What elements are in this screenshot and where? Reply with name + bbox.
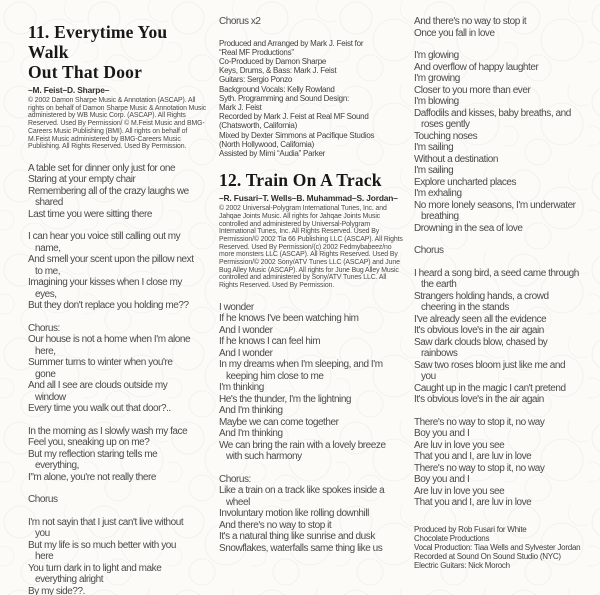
lyric-line: And I wonder <box>219 347 273 359</box>
lyric-line: I wonder <box>219 301 254 313</box>
credit-line: Co-Produced by Damon Sharpe <box>219 56 327 66</box>
section-label: Chorus x2 <box>219 16 261 27</box>
lyric-line: rainbows <box>414 348 458 359</box>
lyric-line: eyes, <box>28 288 57 300</box>
lyric-line: Boy you and I <box>414 428 470 439</box>
lyric-line: I'm blowing <box>414 96 459 107</box>
lyric-line: He's the thunder, I'm the lightning <box>219 393 352 405</box>
credit-line: Mark J. Feist <box>219 102 262 112</box>
lyric-line: Closer to you more than ever <box>414 84 531 96</box>
lyric-line: If he knows I can feel him <box>219 336 321 348</box>
lyric-line: Feel you, sneaking up on me? <box>28 437 150 449</box>
lyric-line: you <box>414 371 436 382</box>
lyric-line: I heard a song bird, a seed came through <box>414 267 579 279</box>
lyric-line: I'm growing <box>414 73 460 84</box>
lyric-line: By my side??. <box>28 585 85 595</box>
lyric-line: I can hear you voice still calling out my <box>28 231 181 243</box>
lyric-line: Daffodils and kisses, baby breaths, and <box>414 107 571 119</box>
lyric-line: And there's no way to stop it <box>414 16 527 27</box>
lyric-line: And all I see are clouds outside my <box>28 380 168 392</box>
lyric-line: In my dreams when I'm sleeping, and I'm <box>219 359 383 371</box>
lyric-line: Our house is not a home when I'm alone <box>28 334 191 346</box>
credit-line: Syth. Programming and Sound Design: <box>219 93 349 103</box>
verse <box>28 231 210 312</box>
lyric-line: roses gently <box>414 119 470 130</box>
lyric-line: name, <box>28 242 61 254</box>
lyric-line: I'm exhaling <box>414 188 462 199</box>
songwriters-credit: –R. Fusari–T. Wells–B. Muhammad–S. Jordan– <box>219 193 398 204</box>
credit-line: Chocolate Productions <box>414 533 490 543</box>
lyric-line: If he knows I've been watching him <box>219 313 359 325</box>
lyric-line: Imagining your kisses when I close my <box>28 277 182 289</box>
verse <box>219 302 405 463</box>
lyric-line: And overflow of happy laughter <box>414 61 539 73</box>
lyric-line: Remembering all of the crazy laughs we <box>28 185 189 197</box>
lyric-line: here <box>28 551 54 563</box>
credit-line: Guitars: Sergio Ponzo <box>219 75 293 85</box>
lyric-line: There's no way to stop it, no way <box>414 416 545 428</box>
credit-line: (Chatsworth, California) <box>219 121 298 131</box>
column-left <box>28 16 210 595</box>
lyric-line: Once you fall in love <box>414 27 495 39</box>
lyric-line: There's no way to stop it, no way <box>414 462 545 474</box>
verse <box>414 417 592 509</box>
verse <box>219 474 405 555</box>
lyric-line: I'm glowing <box>414 50 459 61</box>
lyric-line: It's obvious love's in the air again <box>414 394 544 405</box>
song-title <box>28 22 210 82</box>
lyric-line: cheering in the stands <box>414 302 509 313</box>
lyric-line: I'm sailing <box>414 165 454 176</box>
lyric-line: I"m alone, you're not really there <box>28 471 157 483</box>
credit-line: Vocal Production: Tiaa Wells and Sylvester Jordan <box>414 542 581 552</box>
lyric-line: That you and I, are luv in love <box>414 497 532 508</box>
lyric-line: You turn dark in to light and make <box>28 562 162 574</box>
lyric-line: And I wonder <box>219 324 273 336</box>
lyric-line: I'm not sayin that I just can't live without <box>28 516 184 528</box>
lyric-line: Drowning in the sea of love <box>414 222 523 234</box>
credit-line: Mixed by Dexter Simmons at Pacifique Studios <box>219 130 375 140</box>
lyric-line: Saw dark clouds blow, chased by <box>414 336 548 348</box>
lyric-line: breathing <box>414 211 459 222</box>
lyric-line: And I'm thinking <box>219 428 283 440</box>
credit-line: (North Hollywood, California) <box>219 139 315 149</box>
lyric-line: shared <box>28 197 63 209</box>
song-title-line: 11. Everytime You Walk <box>28 22 168 62</box>
credit-line: Background Vocals: Kelly Rowland <box>219 84 335 94</box>
lyric-line: keeping him close to me <box>219 370 324 382</box>
credit-line: Recorded at Sound On Sound Studio (NYC) <box>414 552 561 562</box>
verse <box>28 163 210 221</box>
column-middle <box>219 16 405 595</box>
lyric-line: Snowflakes, waterfalls same thing like us <box>219 542 383 554</box>
lyric-line: I've already seen all the evidence <box>414 313 547 325</box>
verse <box>28 517 210 595</box>
lyric-line: Are luv in love you see <box>414 485 505 497</box>
section-label: Chorus <box>414 245 444 256</box>
lyric-line: wheel <box>219 496 250 508</box>
lyric-line: with such harmony <box>219 451 302 463</box>
song-title-line: Out That Door <box>28 62 143 82</box>
song-title-line: 12. Train On A Track <box>219 170 382 191</box>
lyric-line: to me, <box>28 265 61 277</box>
credit-line: “Real MF Productions” <box>219 47 294 57</box>
lyric-line: Explore uncharted places <box>414 176 517 188</box>
lyric-line: Maybe we can come together <box>219 416 339 428</box>
lyric-line: Caught up in the magic I can't pretend <box>414 382 566 394</box>
lyric-line: We can bring the rain with a lovely breeze <box>219 439 386 451</box>
verse <box>28 323 210 415</box>
verse <box>414 268 592 406</box>
lyric-line: No more lonely seasons, I'm underwater <box>414 199 576 211</box>
lyric-line: And there's no way to stop it <box>219 519 332 531</box>
lyric-line: everything alright <box>28 574 104 586</box>
lyric-line: Saw two roses bloom just like me and <box>414 359 566 371</box>
song-title <box>219 170 405 190</box>
lyric-line: gone <box>28 368 56 380</box>
credit-line: Recorded by Mark J. Feist at Real MF Sound <box>219 112 369 122</box>
lyric-line: you <box>28 528 50 540</box>
lyric-line: Like a train on a track like spokes inside a <box>219 485 385 497</box>
songwriters-credit: –M. Feist–D. Sharpe– <box>28 85 110 95</box>
lyric-line: Summer turns to winter when you're <box>28 357 173 369</box>
lyric-line: everything, <box>28 460 79 472</box>
lyric-line: window <box>28 391 66 403</box>
lyric-line: the earth <box>414 279 457 290</box>
lyric-line: That you and I, are luv in love <box>414 451 532 462</box>
lyric-line: Boy you and I <box>414 474 470 485</box>
lyric-line: Are luv in love you see <box>414 439 505 451</box>
production-credits <box>414 525 592 571</box>
production-credits <box>219 39 405 159</box>
lyric-line: Chorus: <box>219 473 251 485</box>
lyric-line: Involuntary motion like rolling downhill <box>219 508 369 520</box>
verse <box>414 16 592 39</box>
lyric-line: here, <box>28 345 56 357</box>
credit-line: Produced and Arranged by Mark J. Feist for <box>219 38 364 48</box>
credit-line: Keys, Drums, & Bass: Mark J. Feist <box>219 66 337 76</box>
lyric-line: But they don't replace you holding me?? <box>28 300 189 312</box>
lyric-line: And I'm thinking <box>219 405 283 417</box>
verse <box>414 50 592 234</box>
lyric-line: And smell your scent upon the pillow next <box>28 254 194 266</box>
lyric-line: But my life is so much better with you <box>28 539 176 551</box>
lyric-line: I'm sailing <box>414 142 454 153</box>
copyright-fineprint: © 2002 Damon Sharpe Music & Annotation (ASCAP). All rights on behalf of Damon Sharpe Music & Annotation Music administered by WB Music Corp. (ASCAP). All Rights Reserved. Used By Permission/ © M.Feist Music and BMG-Careers Music Publishing (BMI). All rights on behalf of M.Feist Music administered by BMG-Careers Music Publishing. All Rights Reserved. Used By Permission. <box>28 97 207 151</box>
lyric-line: Touching noses <box>414 130 478 142</box>
lyric-line: In the morning as I slowly wash my face <box>28 425 188 437</box>
credit-line: Electric Guitars: Nick Moroch <box>414 561 510 571</box>
lyric-line: Chorus: <box>28 322 60 334</box>
lyric-line: I'm thinking <box>219 382 264 394</box>
column-right <box>414 16 592 595</box>
lyric-line: But my reflection staring tells me <box>28 448 158 460</box>
lyric-line: A table set for dinner only just for one <box>28 162 176 174</box>
section-label: Chorus <box>28 494 58 506</box>
credit-line: Produced by Rob Fusari for White <box>414 524 527 534</box>
lyric-line: Staring at your empty chair <box>28 174 136 186</box>
lyric-line: It's obvious love's in the air again <box>414 325 544 336</box>
credit-line: Assisted by Mimi “Audia” Parker <box>219 148 326 158</box>
lyric-line: Every time you walk out that door?.. <box>28 403 171 415</box>
lyric-line: Last time you were sitting there <box>28 208 152 220</box>
copyright-fineprint: © 2002 Universal-Polygram International Tunes, Inc. and Jahqae Joints Music. All rights for Jahqae Joints Music controlled and administered by Universal-Polygram International Tunes, Inc. All Rights Reserved. Used By Permission/© 2002 Tia 66 Publishing LLC (ASCAP). All Rights Reserved. Used By Permission/(c) 2002 Fedmybabeez/no more monsters LLC (ASCAP). All Rights Reserved. Used By Permission/© 2002 Sony/ATV Tunes LLC (ASCAP) and June Bug Alley Music (ASCAP). All rights for June Bug Alley Music controlled and administered by Sony/ATV Tunes LLC. All Rights Reserved. Used By Permission. <box>219 205 403 290</box>
verse <box>28 426 210 484</box>
lyric-line: Strangers holding hands, a crowd <box>414 290 549 302</box>
lyric-line: Without a destination <box>414 153 498 165</box>
lyric-line: It's a natural thing like sunrise and dusk <box>219 531 375 543</box>
